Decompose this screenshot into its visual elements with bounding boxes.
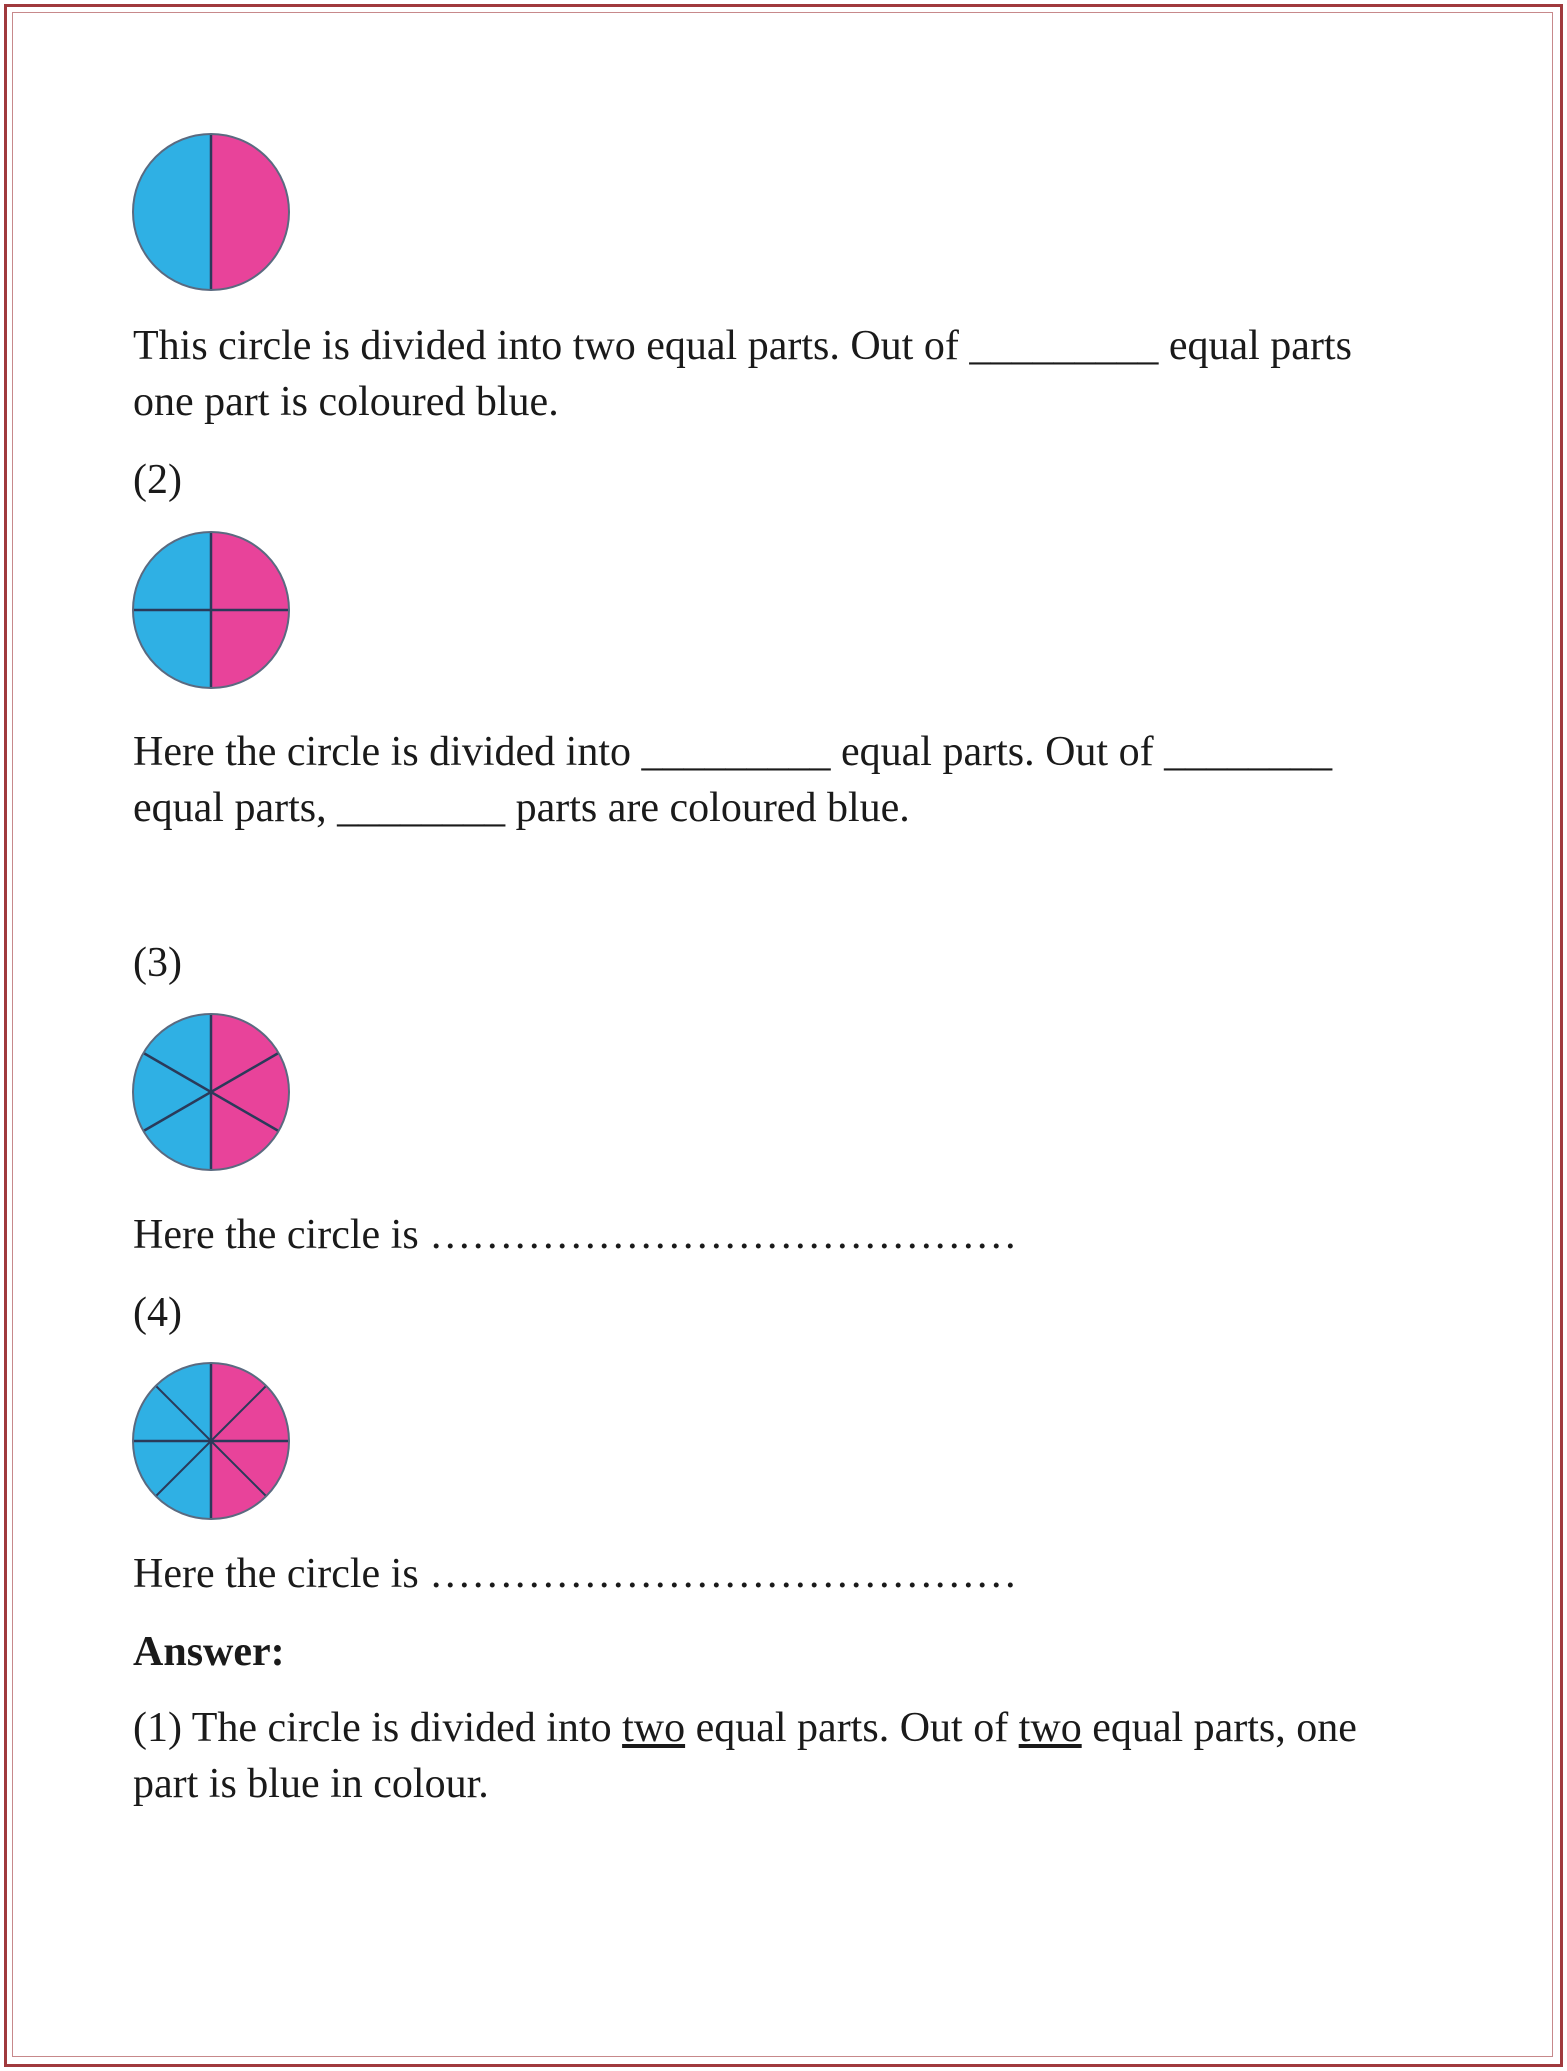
q1-paragraph [133, 318, 1433, 430]
answer-heading: Answer: [133, 1629, 285, 1675]
q1-line2: one part is coloured blue. [133, 379, 559, 425]
q2-line2: equal parts, ________ parts are coloured blue. [133, 785, 910, 831]
blue-half [133, 1014, 211, 1170]
circle-halves-figure [131, 132, 291, 292]
answer-1-line1: (1) The circle is divided into two equal parts. Out of two equal parts, one [133, 1705, 1357, 1751]
circle-eighths-figure [131, 1361, 291, 1521]
q2-blank2: ________ [1164, 729, 1333, 775]
answer-1-word2: two [1018, 1705, 1082, 1751]
q1-line1: This circle is divided into two equal parts. Out of _________ equal parts [133, 323, 1352, 369]
q4-dots: …………………………………… [429, 1551, 1018, 1597]
q4-number: (4) [133, 1290, 182, 1336]
pink-half [211, 1014, 289, 1170]
q1-blank: _________ [969, 323, 1159, 369]
blue-half [133, 134, 211, 290]
circle-quarters-figure [131, 530, 291, 690]
circle-sixths-figure [131, 1012, 291, 1172]
q2-number: (2) [133, 457, 182, 503]
q2-line1: Here the circle is divided into _________ equal parts. Out of ________ [133, 729, 1333, 775]
q3-dots: …………………………………… [429, 1212, 1018, 1258]
q2-blank1: _________ [641, 729, 831, 775]
q3-line: Here the circle is …………………………………… [133, 1212, 1018, 1258]
q4-line: Here the circle is …………………………………… [133, 1551, 1018, 1597]
q2-paragraph [133, 724, 1433, 836]
answer-1-line2: part is blue in colour. [133, 1761, 489, 1807]
answer-1-word1: two [622, 1705, 686, 1751]
answer-1-paragraph [133, 1700, 1433, 1812]
q3-number: (3) [133, 940, 182, 986]
q2-blank3: ________ [337, 785, 506, 831]
pink-half [211, 134, 289, 290]
